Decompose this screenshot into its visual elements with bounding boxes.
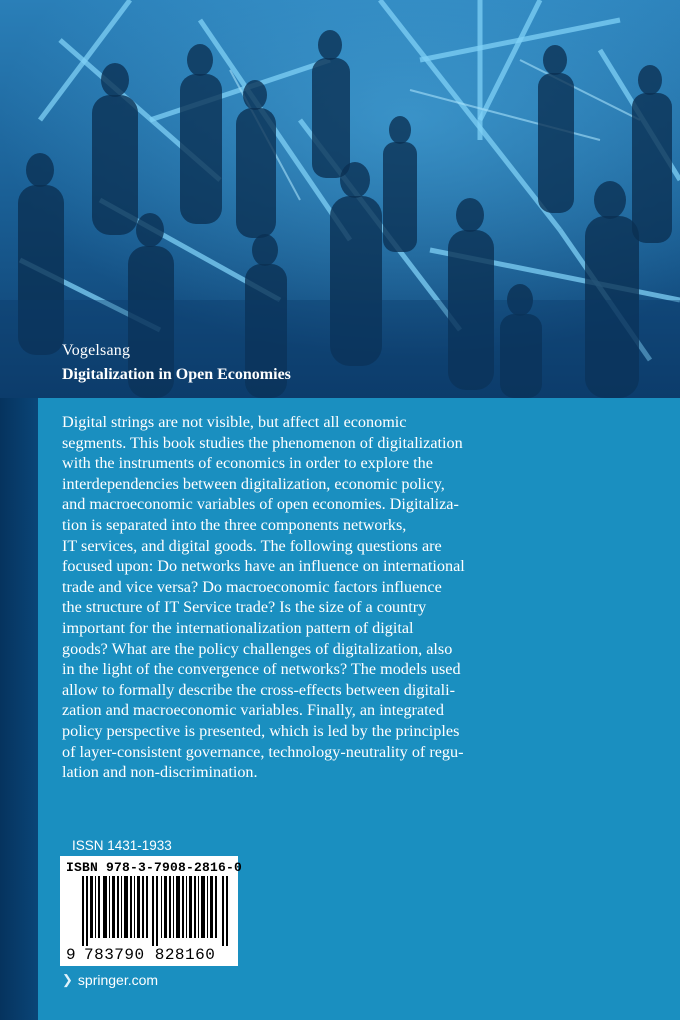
cover-photo: [0, 0, 680, 398]
ean-first-digit: 9: [66, 946, 76, 964]
book-description: Digital strings are not visible, but affect all economic segments. This book studies the phenomenon of digitalization with the instruments of economics in order to explore the interdependencies between digitalization, economic policy, and macroeconomic variables of open economies. Digitaliza- tion is separated into the three components networks, IT services, and digital goods. The following questions are focused upon: Do networks have an influence on international trade and vice versa? Do macroeconomic factors influence the structure of IT Service trade? Is the size of a country important for the internationalization pattern of digital goods? What are the policy challenges of digitalization, also in the light of the convergence of networks? The models used allow to formally describe the cross-effects between digitali- zation and macroeconomic variables. Finally, an integrated policy perspective is presented, which is led by the principles of layer-consistent governance, technology-neutrality of regu- lation and non-discrimination.: [62, 413, 465, 782]
issn-label: ISSN 1431-1933: [72, 838, 172, 853]
chevron-right-icon: ❯: [62, 972, 73, 987]
book-title: Digitalization in Open Economies: [62, 366, 291, 383]
publisher-link[interactable]: [62, 972, 158, 988]
ean-digits: 783790 828160: [84, 946, 216, 964]
publisher-url: springer.com: [77, 972, 159, 988]
isbn-label: ISBN 978-3-7908-2816-0: [66, 860, 243, 875]
barcode-icon: [82, 876, 232, 946]
author-name: Vogelsang: [62, 342, 131, 359]
spine-strip: [0, 398, 38, 1020]
